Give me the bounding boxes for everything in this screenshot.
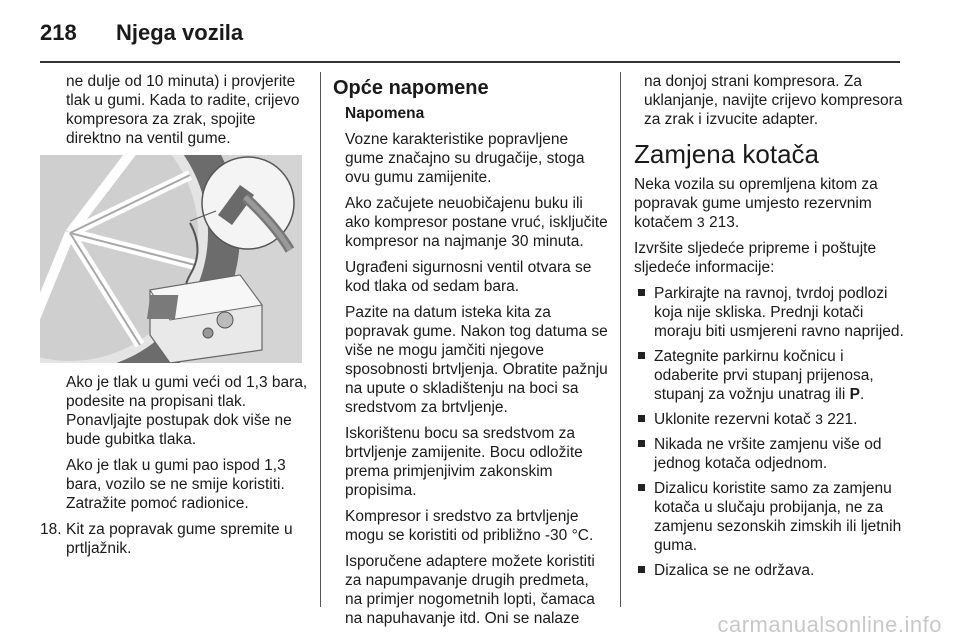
bullet-square-icon	[638, 352, 645, 359]
column-3	[634, 72, 906, 586]
col2-paragraph: Kompresor i sredstvo za brtvljenje mogu se koristiti od približno -30 °C.	[345, 508, 594, 544]
page-number: 218	[40, 20, 77, 45]
bullet-item	[634, 435, 906, 473]
bullet-item	[634, 479, 906, 555]
col2-paragraph: Isporučene adaptere možete koristiti za napumpavanje drugih predmeta, na primjer nogometnih lopti, čamaca na napuhavanje itd. Oni se nalaze	[345, 553, 595, 627]
note-block	[333, 104, 608, 628]
bullet-content	[654, 410, 857, 429]
bullet-item	[634, 561, 906, 580]
numbered-step-18	[40, 520, 312, 558]
col3-paragraph: na donjoj strani kompresora. Za uklanjanje, navijte crijevo kompresora za zrak i izvucite adapter.	[644, 73, 903, 128]
page-reference[interactable]: 213.	[709, 214, 740, 231]
col1-paragraph: Ako je tlak u gumi pao ispod 1,3 bara, vozilo se ne smije koristiti. Zatražite pomoć radionice.	[66, 457, 286, 512]
bullet-text: Parkirajte na ravnoj, tvrdoj podlozi koja nije skliska. Prednji kotači moraju biti usmjereni ravno naprijed.	[654, 285, 904, 340]
column-2	[333, 72, 608, 635]
column-divider-1	[320, 72, 321, 607]
note-label: Napomena	[345, 105, 425, 122]
bullet-square-icon	[638, 484, 645, 491]
bullet-text: Zategnite parkirnu kočnicu i odaberite prvi stupanj prijenosa, stupanj za vožnju unatrag ili	[654, 348, 874, 403]
step-number: 18.	[40, 521, 62, 538]
col1-paragraph: Ako je tlak u gumi veći od 1,3 bara, podesite na propisani tlak. Ponavljajte postupak dok više ne bude gubitka tlaka.	[66, 374, 308, 448]
col2-paragraph: Pazite na datum isteka kita za popravak gume. Nakon tog datuma se više ne mogu jamčiti njegove sposobnosti brtvljenja. Obratite pažnju na upute o skladištenju na boci sa sredstvom za brtvljenje.	[345, 304, 608, 416]
note-text: Vozne karakteristike popravljene gume značajno su drugačije, stoga ovu gumu zamijenite.	[345, 131, 585, 186]
column-1	[40, 72, 312, 558]
bullet-square-icon	[638, 415, 645, 422]
chapter-title: Njega vozila	[116, 20, 244, 45]
illustration-svg	[40, 155, 302, 363]
step-text: Kit za popravak gume spremite u prtljažnik.	[66, 521, 293, 557]
col2-paragraph: Ugrađeni sigurnosni ventil otvara se kod tlaka od sedam bara.	[345, 259, 592, 295]
bullet-text: Nikada ne vršite zamjenu više od jednog kotača odjednom.	[654, 436, 882, 472]
col3-paragraph: Izvršite sljedeće pripreme i poštujte sljedeće informacije:	[634, 240, 877, 276]
bullet-text: Dizalica se ne održava.	[654, 562, 815, 579]
page-reference[interactable]: 221.	[827, 411, 858, 428]
header-rule	[40, 61, 900, 63]
section-heading: Opće napomene	[333, 77, 489, 99]
bullet-item	[634, 284, 906, 341]
col2-paragraph: Ako začujete neuobičajenu buku ili ako kompresor postane vruć, isključite kompresor na najmanje 30 minuta.	[345, 195, 608, 250]
section-heading: Zamjena kotača	[634, 139, 819, 169]
page-reference-arrow-icon: 3	[696, 214, 705, 230]
col2-paragraph: Iskorištenu bocu sa sredstvom za brtvljenje zamijenite. Bocu odložite prema primjenjivim zakonskim propisima.	[345, 425, 583, 499]
tire-compressor-illustration	[40, 155, 302, 363]
bullet-content	[654, 347, 906, 404]
bullet-text: Dizalicu koristite samo za zamjenu kotača u slučaju probijanja, ne za zamjenu sezonskih zimskih ili ljetnih guma.	[654, 480, 902, 554]
bullet-item	[634, 347, 906, 404]
bullet-item	[634, 410, 906, 429]
col1-paragraph: ne dulje od 10 minuta) i provjerite tlak u gumi. Kada to radite, crijevo kompresora za zrak, spojite direktno na ventil gume.	[66, 73, 300, 147]
bullet-square-icon	[638, 566, 645, 573]
page-header	[40, 14, 900, 54]
watermark: carmanualsonline.info	[717, 612, 942, 637]
page-reference-arrow-icon: 3	[815, 411, 823, 427]
gear-p-label: P	[849, 386, 860, 403]
bullet-square-icon	[638, 440, 645, 447]
column-divider-2	[620, 72, 621, 607]
col3-paragraph	[634, 175, 906, 232]
bullet-square-icon	[638, 289, 645, 296]
bullet-text: Uklonite rezervni kotač	[654, 411, 811, 428]
paragraph-text: Neka vozila su opremljena kitom za popravak gume umjesto rezervnim kotačem	[634, 176, 878, 231]
punctuation: .	[859, 386, 865, 403]
